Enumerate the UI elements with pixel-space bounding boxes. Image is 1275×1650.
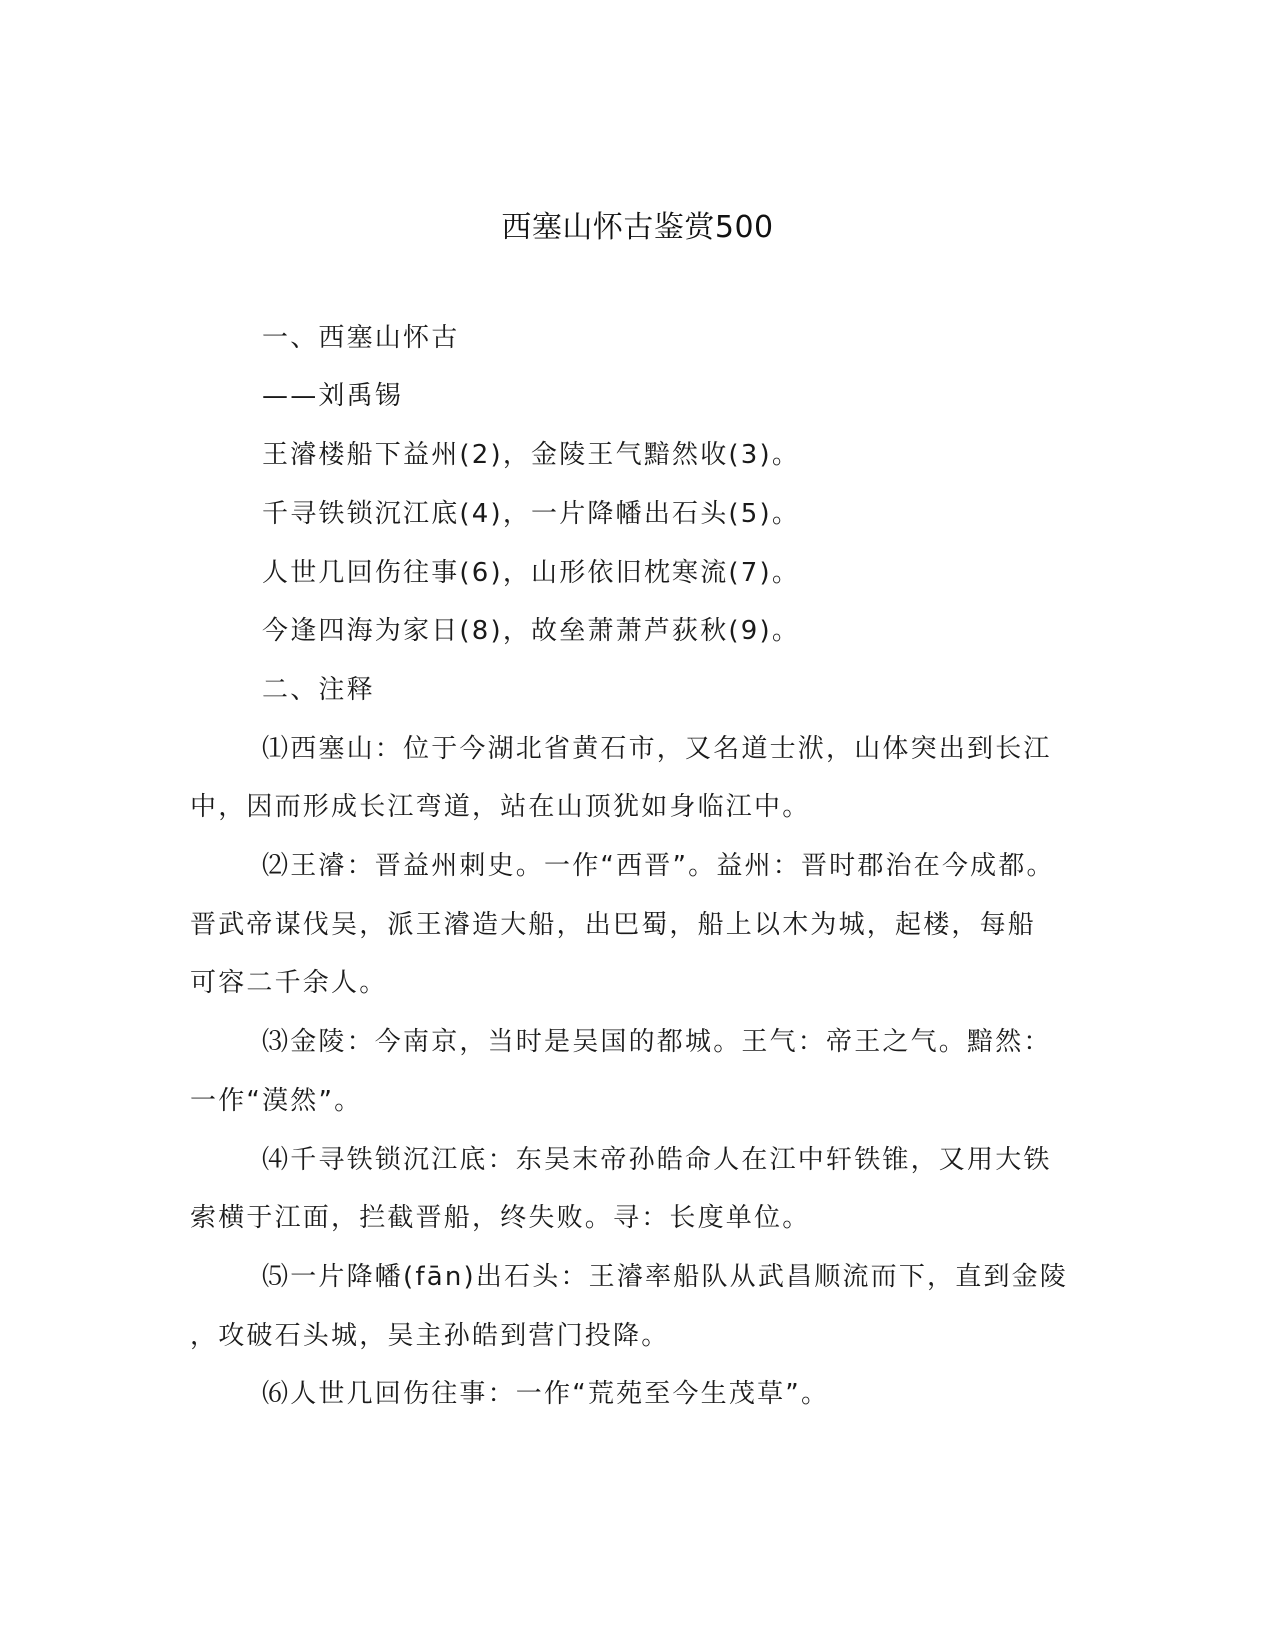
note-line: ⑹人世几回伤往事：一作“荒苑至今生茂草”。 [262,1379,830,1409]
note-line: ⑴西塞山：位于今湖北省黄石市，又名道士洑，山体突出到长江 [262,734,1052,764]
note-line: 一作“漠然”。 [190,1086,363,1116]
note-line: ⑵王濬：晋益州刺史。一作“西晋”。益州：晋时郡治在今成都。 [262,851,1055,881]
note-line: 可容二千余人。 [190,968,388,998]
note-line: ⑶金陵：今南京，当时是吴国的都城。王气：帝王之气。黯然： [262,1027,1052,1057]
note-line: ，攻破石头城，吴主孙皓到营门投降。 [190,1321,670,1351]
poem-line: 千寻铁锁沉江底(4)，一片降幡出石头(5)。 [262,499,801,529]
note-line: ⑸一片降幡(fān)出石头：王濬率船队从武昌顺流而下，直到金陵 [262,1262,1069,1292]
section-heading-notes: 二、注释 [262,675,375,705]
poem-line: 人世几回伤往事(6)，山形依旧枕寒流(7)。 [262,558,801,588]
note-line: 中，因而形成长江弯道，站在山顶犹如身临江中。 [190,792,811,822]
section-heading-poem: 一、西塞山怀古 [262,323,460,353]
poem-author: ——刘禹锡 [262,381,404,411]
note-line: 索横于江面，拦截晋船，终失败。寻：长度单位。 [190,1203,811,1233]
note-line: ⑷千寻铁锁沉江底：东吴末帝孙皓命人在江中轩铁锥，又用大铁 [262,1145,1052,1175]
poem-line: 王濬楼船下益州(2)，金陵王气黯然收(3)。 [262,440,801,470]
note-line: 晋武帝谋伐吴，派王濬造大船，出巴蜀，船上以木为城，起楼，每船 [190,910,1037,940]
poem-line: 今逢四海为家日(8)，故垒萧萧芦荻秋(9)。 [262,616,801,646]
page-title: 西塞山怀古鉴赏500 [501,210,774,245]
